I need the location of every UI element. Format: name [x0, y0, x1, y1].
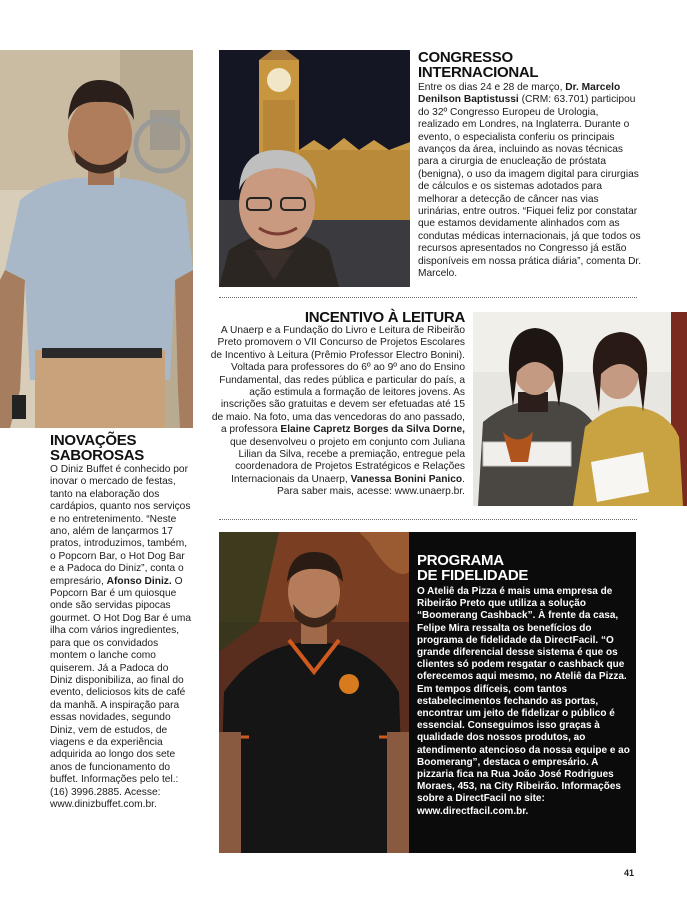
section-divider — [219, 519, 637, 520]
photo-award-ceremony — [473, 312, 687, 506]
heading-programa-fidelidade — [417, 553, 632, 583]
heading-line: SABOROSAS — [50, 447, 144, 464]
person-name: Afonso Diniz. — [106, 575, 172, 587]
person-name: Elaine Capretz Borges da Silva Dorne, — [280, 424, 465, 436]
photo-dr-marcelo-london — [219, 50, 410, 287]
article-fidelidade-text — [417, 586, 631, 818]
paragraph-text: Entre os dias 24 e 28 de março, — [418, 82, 563, 93]
heading-congresso-internacional — [418, 50, 648, 80]
heading-inovacoes-saborosas — [50, 433, 190, 463]
heading-line: PROGRAMA — [417, 552, 504, 569]
heading-incentivo-leitura: INCENTIVO À LEITURA — [304, 309, 465, 326]
paragraph-text: (CRM: 63.701) participou do 32º Congresso Europeu de Urologia, realizado em Londres, na Inglaterra. Durante o evento, o especialista conferiu os principais avanços da área, incluindo as novas técnicas para a cirurgia de enucleação de próstata (benigna), o uso da imagem digital para cirurgias de cálculos e os sistemas adotados para melhorar a detecção de câncer nas vias urinárias, entre outros. “Fiquei feliz por constatar que estamos devidamente alinhados com as condutas médicas internacionais, já que todos os recursos apresentados no Congresso já estão disponíveis em nossa prática diária”, comenta Dr. Marcelo. — [418, 94, 642, 280]
article-congresso-text — [418, 82, 642, 281]
paragraph-text: O Diniz Buffet é conhecido por inovar o mercado de festas, tanto na elaboração dos cardápios, quanto nos serviços e no entretenimento. “Neste ano, além de lançarmos 17 pratos, introduzimos, também, o Popcorn Bar, o Hot Dog Bar e a Padoca do Diniz”, conta o empresário, — [50, 464, 191, 587]
paragraph-text: O Ateliê da Pizza é mais uma empresa de Ribeirão Preto que utiliza a solução “Boomerang Cashback”. À frente da casa, — [417, 586, 619, 622]
section-divider — [219, 297, 637, 298]
person-name: Felipe Mira — [417, 622, 470, 634]
page-number: 41 — [624, 868, 635, 878]
paragraph-text: que desenvolveu o projeto em conjunto com Juliana Lilian da Silva, recebe a premiação, entregue pela coordenadora de Projetos Estratégicos e Relações Internacionais da Unaerp, — [229, 436, 465, 485]
article-inovacoes-text — [50, 464, 192, 811]
person-name: Dr. Marcelo Denilson Baptistussi — [418, 82, 621, 106]
heading-line: INTERNACIONAL — [418, 64, 539, 81]
paragraph-text: O Popcorn Bar é um quiosque onde são servidas pipocas gourmet. O Hot Dog Bar é uma ilha com vários ingredientes, para que os convidados montem o lanche como quiserem. Já a Padoca do Diniz disponibiliza, ao final do evento, deliciosos kits de café da manhã. A inspiração para essas novidades, segundo Diniz, vem de estudos, de viagens e da experiência adquirida ao longo dos sete anos de funcionamento do buffet. Informações pelo tel.: (16) 3996.2885. Acesse: www.dinizbuffet.com.br. — [50, 575, 191, 810]
photo-felipe-mira — [219, 532, 409, 853]
heading-line: INOVAÇÕES — [50, 432, 137, 449]
heading-line: CONGRESSO — [418, 49, 513, 66]
paragraph-text: ressalta os benefícios do programa de fidelidade da DirectFacil. “O grande diferencial desse sistema é que os clientes só podem resgatar o cashback que oferecemos aqui mesmo, no Ateliê da Pizza. Em tempos difíceis, com tantos estabelecimentos fechando as portas, encontrar um jeito de fidelizar o público é essencial. Conseguimos isso graças à qualidade dos nossos produtos, ao atendimento atencioso da nossa equipe e ao Boomerang”, destaca o empresário. A pizzaria fica na Rua João José Rodrigues Moraes, 453, na City Ribeirão. Informações sobre a DirectFacil no site: www.directfacil.com.br. — [417, 622, 630, 817]
heading-line: DE FIDELIDADE — [417, 567, 529, 584]
person-name: Vanessa Bonini Panico — [350, 473, 463, 485]
paragraph-text: . Para saber mais, acesse: www.unaerp.br. — [277, 473, 465, 498]
paragraph-text: A Unaerp e a Fundação do Livro e Leitura de Ribeirão Preto promovem o VII Concurso de Projetos Escolares de Incentivo à Leitura (Prêmio Professor Electro Bonini). Voltada para professores do 6º ao 9º ano do Ensino Fundamental, das redes pública e particular do país, a ação estimula a formação de leitores jovens. As inscrições são gratuitas e devem ser efetuadas até 15 de maio. Na foto, uma das vencedoras do ano passado, a professora — [210, 325, 465, 436]
article-leitura-text — [208, 325, 465, 499]
photo-afonso-diniz — [0, 50, 193, 428]
